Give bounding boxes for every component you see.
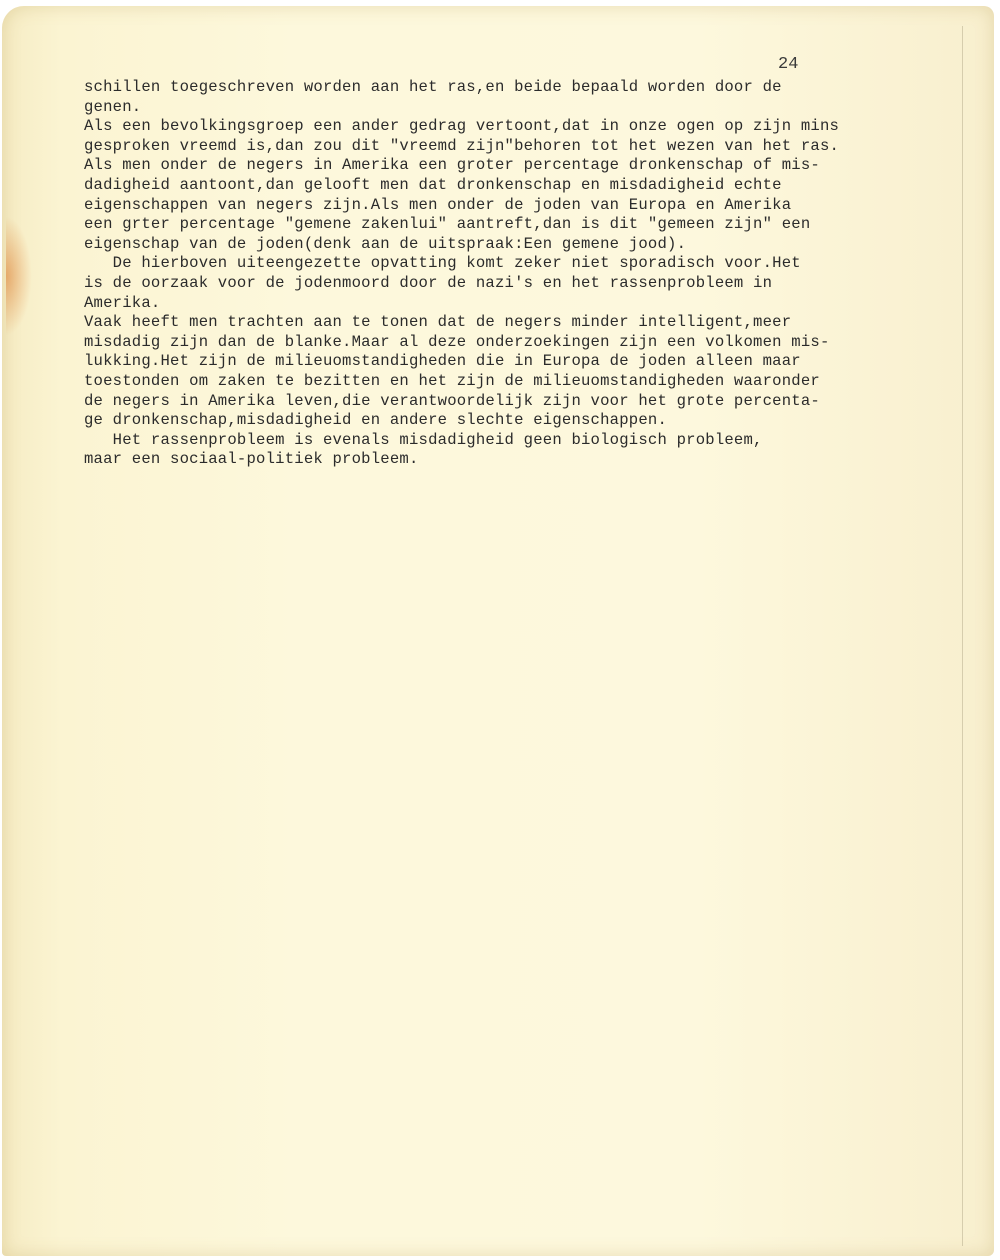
text-line: dadigheid aantoont,dan gelooft men dat dronkenschap en misdadigheid echte: [84, 175, 782, 194]
text-line: maar een sociaal-politiek probleem.: [84, 450, 419, 469]
text-line: gesproken vreemd is,dan zou dit "vreemd zijn"behoren tot het wezen van het ras.: [84, 136, 840, 155]
text-line: Amerika.: [84, 293, 161, 312]
text-line: genen.: [84, 97, 142, 116]
text-line: lukking.Het zijn de milieuomstandigheden die in Europa de joden alleen maar: [84, 352, 801, 371]
text-line: Als een bevolkingsgroep een ander gedrag vertoont,dat in onze ogen op zijn mins: [84, 117, 840, 136]
text-line: Het rassenprobleem is evenals misdadigheid geen biologisch probleem,: [84, 430, 763, 449]
text-line: Vaak heeft men trachten aan te tonen dat de negers minder intelligent,meer: [84, 313, 792, 332]
text-line: ge dronkenschap,misdadigheid en andere slechte eigenschappen.: [84, 411, 668, 430]
text-line: Als men onder de negers in Amerika een groter percentage dronkenschap of mis-: [84, 156, 820, 175]
paper-stain: [6, 216, 32, 336]
text-line: toestonden om zaken te bezitten en het zijn de milieuomstandigheden waaronder: [84, 371, 820, 390]
text-line: een grter percentage "gemene zakenlui" aantreft,dan is dit "gemeen zijn" een: [84, 215, 811, 234]
text-line: eigenschap van de joden(denk aan de uitspraak:Een gemene jood).: [84, 234, 687, 253]
text-line: schillen toegeschreven worden aan het ras,en beide bepaald worden door de: [84, 78, 782, 96]
text-line: eigenschappen van negers zijn.Als men onder de joden van Europa en Amerika: [84, 195, 792, 214]
paper-edge: [962, 26, 1000, 1246]
page-number: 24: [778, 55, 799, 74]
text-line: de negers in Amerika leven,die verantwoordelijk zijn voor het grote percenta-: [84, 391, 820, 410]
text-line: misdadig zijn dan de blanke.Maar al deze onderzoekingen zijn een volkomen mis-: [84, 332, 830, 351]
text-line: is de oorzaak voor de jodenmoord door de nazi's en het rassenprobleem in: [84, 273, 773, 292]
typed-text: [84, 78, 954, 470]
text-line: De hierboven uiteengezette opvatting komt zeker niet sporadisch voor.Het: [84, 254, 801, 273]
